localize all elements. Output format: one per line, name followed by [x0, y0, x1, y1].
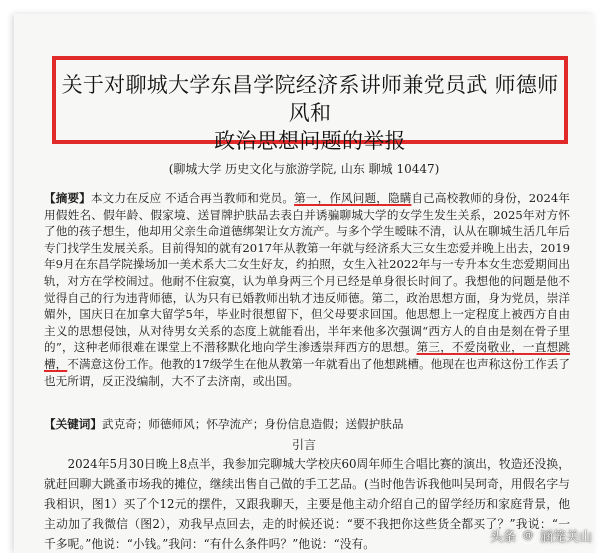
abstract-label: 【摘要】 [44, 191, 91, 205]
author-affiliation: (聊城大学 历史文化与旅游学院, 山东 聊城 10447) [168, 162, 440, 176]
document-title-line2: 政治思想问题的举报 [214, 129, 406, 153]
document-title-line1: 关于对聊城大学东昌学院经济系讲师兼党员武 师德师风和 [61, 73, 559, 125]
abstract-text-3: 不满意这份工作。他教的17级学生在他从教第一年就看出了他想跳槽。他现在也声称这份工作丢了也无所谓，反正没编制，大不了去济南，或出国。 [44, 356, 570, 388]
at-icon: @ [520, 528, 536, 544]
document-page [14, 14, 594, 553]
watermark-prefix: 头条 [489, 530, 516, 545]
keywords [44, 416, 570, 432]
title-highlight-box [52, 56, 568, 153]
abstract-highlight-1b: 隐瞒 [387, 191, 412, 205]
keywords-text: 武克奇；师德师风；怀孕流产；身份信息造假；送假护肤品 [101, 417, 404, 431]
section-title: 引言 [291, 438, 316, 452]
watermark [490, 526, 592, 545]
abstract-text-2: 自己高校教师的身份，2024年用假姓名、假年龄、假家境、送冒牌护肤品去表白并诱骗聊城大学的女学生发生关系，2025年对方怀了他的孩子想生，他却用父亲生命道德绑架让女方流产。与多个学生暧昧不清，认从在聊城生活几年后专门找学生发展关系。目前得知的就有2017年从教第一年就与经济系大三女生恋爱并晚上出去，2019年9月在东昌学院操场加一美术系大二女生好友，约拍照，女生入社2022年与一专升本女生恋爱期间出轨，对方在学校闹过。他耐不住寂寞，认为单身两三个月已经是单身很长时间了。我想他的问题是他不觉得自己的行为违背师德，认为只有已婚教师出轨才违反师德。第二，政治思想方面，身为党员，崇洋媚外，国庆日在加拿大留学5年，毕业时很想留下，但父母要求回国。他思想上一定程度上被西方自由主义的思想侵蚀，从对待男女关系的态度上就能看出，半年来他多次强调“西方人的自由是刻在骨子里的”，这种老师很难在课堂上不潜移默化地向学生渗透崇拜西方的思想。 [44, 191, 570, 355]
abstract-text-1: 本文力在反应 不适合再当教师和党员。 [90, 191, 295, 205]
abstract [44, 190, 570, 389]
abstract-highlight-1: 第一，作风问题， [294, 191, 388, 205]
body-text-2: (当时他告诉我他叫吴珂奇，用假名字与我相识，图1）买了个12元的摆件，又跟我聊天，主要是他主动介绍自己的留学经历和家庭背景，他主动加了我微信（图2），劝我早点回去，走的时候还说：“要不我把你这些货全都买了？”我说：“一千多呢。”他说：“小钱。”我问：“有什么条件吗？”他说：“没有。 [44, 477, 570, 551]
watermark-handle: 涵笼关山 [539, 530, 592, 545]
body-text-1: 2024年5月30日晚上8点半，我参加完聊城大学校庆60周年师生合唱比赛的演出，牧造还没换，就赶回聊大跳蚤市场我的摊位，继续出售自己做的手工艺品。 [44, 457, 570, 491]
abstract-highlight-2: 第三，不爱岗敬业，一直想跳槽， [44, 340, 570, 371]
keywords-label: 【关键词】 [44, 417, 102, 431]
